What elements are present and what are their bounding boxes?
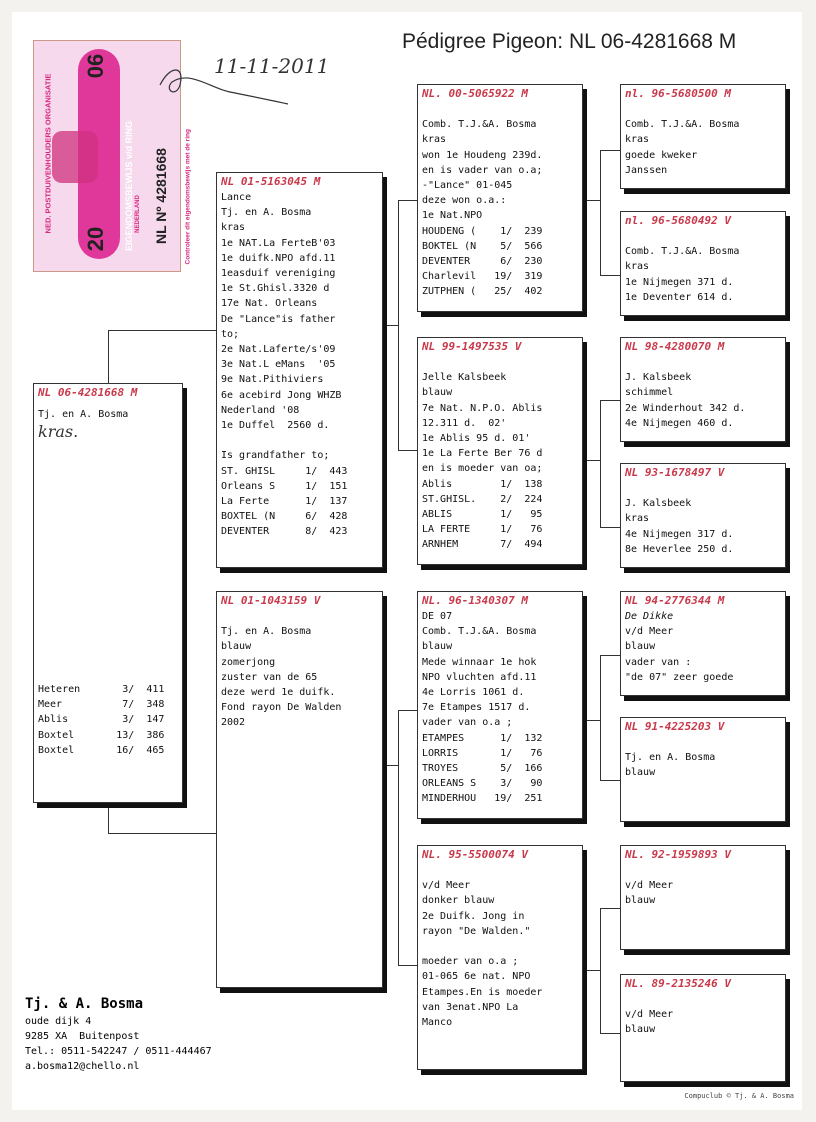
connector [582,970,600,971]
pedigree-card-fmm [620,463,786,568]
pedigree-card-mmm [620,974,786,1082]
card-line [625,863,781,878]
card-line: ETAMPES 1/ 132 [422,732,543,744]
connector [600,655,601,780]
ring-number: NL 01-5163045 M [221,175,321,188]
card-line: Charlevil 19/ 319 [422,271,543,283]
card-line: DE 07 [422,611,453,622]
card-line: 9e Nat.Pithiviers [221,374,324,386]
card-line: Nederland '08 [221,404,300,416]
pedigree-card-ffm [620,211,786,316]
card-line: 2002 [221,717,246,729]
card-line [625,992,781,1007]
card-year-left: 20 [83,226,109,252]
card-line: 1e Duffel 2560 d. [221,420,330,432]
card-line: ABLIS 1/ 95 [422,509,543,521]
connector [108,802,109,834]
card-line: v/d Meer [625,880,674,892]
card-line: HOUDENG ( 1/ 239 [422,225,543,237]
card-line: Orleans S 1/ 151 [221,480,348,492]
card-line: won 1e Houdeng 239d. [422,149,543,161]
card-line: ORLEANS S 3/ 90 [422,778,543,790]
card-line: De "Lance"is father [221,313,336,325]
card-line: Mede winnaar 1e hok [422,656,537,668]
card-line: ARNHEM 7/ 494 [422,539,543,551]
result-row: Boxtel 13/ 386 [38,729,165,741]
card-line: 2e Nat.Laferte/s'09 [221,344,336,356]
card-line: zuster van de 65 [221,671,318,683]
result-row: Boxtel 16/ 465 [38,744,165,756]
card-line: 8e Heverlee 250 d. [625,543,734,555]
card-line: 7e Nat. N.P.O. Ablis [422,402,543,414]
card-line: goede kweker [625,149,698,161]
connector [108,330,218,331]
card-lines [34,407,182,441]
card-line: 1easduif vereniging [221,268,336,280]
card-crest-icon [52,131,98,183]
card-line: 3e Nat.L eMans '05 [221,359,336,371]
card-line [221,433,378,448]
pedigree-card-ff [417,84,583,312]
card-line: 1e Ablis 95 d. 01' [422,433,531,444]
card-line: kras [422,134,447,146]
result-row: Ablis 3/ 147 [38,714,165,726]
card-line: NPO vluchten afd.11 [422,671,537,683]
card-line: De Dikke [625,611,674,622]
card-org: NED. POSTDUIVENHOUDERS ORGANISATIE [43,73,53,234]
card-line: 2e Duifk. Jong in [422,910,525,922]
connector [582,460,600,461]
card-line [625,102,781,117]
ring-number: NL 99-1497535 V [422,340,522,353]
card-line: J. Kalsbeek [625,372,692,384]
card-line [625,481,781,496]
card-nl: NL [153,225,169,244]
card-line: J. Kalsbeek [625,498,692,510]
card-line: BOKTEL (N 5/ 566 [422,240,543,252]
ring-number: NL 91-4225203 V [625,720,725,733]
card-line: kras [625,134,650,146]
connector [398,200,418,201]
card-line: Fond rayon De Walden [221,702,342,714]
card-line: 01-065 6e nat. NPO [422,971,531,983]
card-lines [418,609,582,807]
owner-address [25,994,212,1074]
card-lines [418,863,582,1030]
card-line: rayon "De Walden." [422,925,531,937]
card-line: Etampes.En is moeder [422,986,543,998]
card-line: 4e Nijmegen 317 d. [625,528,734,540]
connector [398,710,418,711]
ring-number: NL. 92-1959893 V [625,848,731,861]
connector [600,400,601,527]
connector [600,527,620,528]
card-line: DEVENTER 6/ 230 [422,256,543,268]
card-line: Tj. en A. Bosma [221,207,312,219]
card-lines [621,481,785,557]
ring-number: NL 98-4280070 M [625,340,725,353]
card-lines [217,190,382,540]
card-line: 12.311 d. 02' [422,417,507,429]
connector [600,1033,620,1034]
card-lines [217,609,382,731]
card-line: 1e St.Ghisl.3320 d [221,283,330,295]
card-lines [621,609,785,685]
ring-number: nl. 96-5680500 M [625,87,731,100]
card-lines [621,863,785,909]
owner-city: 9285 XA Buitenpost [25,1031,140,1042]
ring-number: nl. 96-5680492 V [625,214,731,227]
pedigree-card-mmf [620,845,786,950]
card-lines [621,229,785,305]
pedigree-card-father [216,172,383,568]
connector [600,400,620,401]
card-line: blauw [422,641,453,653]
ring-number: NL. 95-5500074 V [422,848,528,861]
card-line: Comb. T.J.&A. Bosma [422,626,537,638]
card-line: schimmel [625,387,674,399]
card-line: en is vader van o.a; [422,164,543,176]
card-line: "de 07" zeer goede [625,671,734,683]
result-row: Heteren 3/ 411 [38,684,165,695]
card-line [422,355,578,370]
card-line [625,735,781,750]
card-line: deze won o.a.: [422,195,507,207]
owner-email[interactable]: a.bosma12@chello.nl [25,1061,140,1072]
card-line: 17e Nat. Orleans [221,298,318,310]
card-line: 1e NAT.La FerteB'03 [221,237,336,249]
pedigree-card-mother [216,591,383,988]
card-line: blauw [422,387,453,399]
card-line: 1e Nat.NPO [422,210,483,222]
connector [108,833,218,834]
connector [382,765,398,766]
card-line: blauw [625,767,656,779]
card-line: ST. GHISL 1/ 443 [221,465,348,477]
card-lines [621,735,785,781]
card-line: van 3enat.NPO La [422,1001,519,1013]
ring-number: NL 94-2776344 M [625,594,725,607]
handwritten-scribble [150,60,290,105]
card-line: 1e Deventer 614 d. [625,291,734,303]
card-line: ZUTPHEN ( 25/ 402 [422,286,543,298]
card-line: LORRIS 1/ 76 [422,747,543,759]
card-year-right: 06 [83,53,109,79]
card-line: LA FERTE 1/ 76 [422,524,543,536]
pedigree-card-fff [620,84,786,189]
card-line [422,863,578,878]
card-lines [621,355,785,431]
pedigree-card-fmf [620,337,786,442]
card-line [422,102,578,117]
handwritten-date: 11-11-2011 [214,54,330,78]
card-line: kras [625,261,650,273]
ring-number: NL 93-1678497 V [625,466,725,479]
card-line: Comb. T.J.&A. Bosma [422,119,537,131]
pedigree-card-subject [33,383,183,803]
connector [582,200,600,201]
pedigree-card-fm [417,337,583,565]
card-line: blauw [625,1024,656,1036]
card-number-value: Nº 4281668 [153,148,169,222]
connector [600,655,620,656]
card-line: to; [221,328,240,340]
card-line: 1e duifk.NPO afd.11 [221,252,336,264]
card-line: DEVENTER 8/ 423 [221,526,348,538]
connector [600,908,601,1033]
card-line: blauw [625,641,656,653]
connector [398,965,418,966]
card-line: 7e Etampes 1517 d. [422,702,531,714]
connector [600,275,620,276]
card-line [422,939,578,954]
card-line: Is grandfather to; [221,450,330,462]
card-line: moeder van o.a ; [422,956,519,968]
card-line: 6e acebird Jong WHZB [221,389,342,401]
page-title: Pédigree Pigeon: NL 06-4281668 M [402,30,737,53]
card-line: vader van : [625,656,692,668]
card-title: EIGENDOMSBEWIJS v/d RING [124,120,134,251]
card-line: v/d Meer [422,880,471,892]
handwritten-note: kras. [38,422,79,442]
card-line: TROYES 5/ 166 [422,763,543,775]
pedigree-card-mfm [620,717,786,822]
result-row: Meer 7/ 348 [38,699,165,711]
connector [582,720,600,721]
card-note: Controleer dit eigendomsbewijs met de ring [184,129,192,265]
pedigree-card-mf [417,591,583,819]
ring-number: NL. 00-5065922 M [422,87,528,100]
card-line: Tj. en A. Bosma [625,752,716,764]
card-line: zomerjong [221,656,276,668]
card-line: MINDERHOU 19/ 251 [422,793,543,805]
ring-number: NL. 96-1340307 M [422,594,528,607]
card-line: Manco [422,1017,453,1028]
connector [600,780,620,781]
card-line: Jelle Kalsbeek [422,372,507,384]
card-line: ST.GHISL. 2/ 224 [422,493,543,505]
connector [398,710,399,965]
card-line [221,609,378,624]
card-line: kras [221,222,246,234]
card-line: Tj. en A. Bosma [221,626,312,638]
card-line: 1e Nijmegen 371 d. [625,276,734,288]
card-line: Comb. T.J.&A. Bosma [625,246,740,258]
card-lines [621,102,785,178]
card-line: deze werd 1e duifk. [221,687,336,698]
owner-name: Tj. & A. Bosma [25,996,144,1012]
card-line: Ablis 1/ 138 [422,478,543,490]
connector [108,330,109,383]
card-line [625,355,781,370]
pedigree-card-mff [620,591,786,696]
card-lines [418,102,582,300]
card-line: BOXTEL (N 6/ 428 [221,511,348,523]
owner-street: oude dijk 4 [25,1016,92,1027]
card-line: -"Lance" 01-045 [422,180,513,191]
card-line: 4e Lorris 1061 d. [422,687,525,699]
results-list [34,682,168,758]
footer-credit: Compuclub © Tj. & A. Bosma [684,1092,794,1100]
card-lines [418,355,582,553]
ring-number: NL 06-4281668 M [38,386,138,399]
card-line: blauw [221,641,252,653]
connector [382,325,398,326]
card-line: 1e La Ferte Ber 76 d [422,448,543,460]
card-line: kras [625,513,650,525]
card-line: v/d Meer [625,1009,674,1021]
card-line [625,229,781,244]
card-line: Lance [221,192,252,203]
card-line: Comb. T.J.&A. Bosma [625,119,740,131]
connector [600,908,620,909]
connector [398,450,418,451]
connector [600,150,620,151]
card-line: blauw [625,895,656,907]
card-line: v/d Meer [625,626,674,638]
ring-number: NL. 89-2135246 V [625,977,731,990]
ring-number: NL 01-1043159 V [221,594,321,607]
card-line: donker blauw [422,895,495,907]
card-country: NEDERLAND [134,195,141,233]
card-line: La Ferte 1/ 137 [221,496,348,508]
connector [398,200,399,450]
card-line: Janssen [625,164,668,176]
card-lines [621,992,785,1038]
pedigree-card-mm [417,845,583,1070]
connector [600,150,601,275]
card-line: 2e Winderhout 342 d. [625,402,746,414]
card-line: vader van o.a ; [422,717,513,729]
card-line: 4e Nijmegen 460 d. [625,417,734,429]
card-line: Tj. en A. Bosma [38,409,129,420]
card-line: en is moeder van oa; [422,463,543,475]
owner-phone: Tel.: 0511-542247 / 0511-444467 [25,1046,212,1057]
